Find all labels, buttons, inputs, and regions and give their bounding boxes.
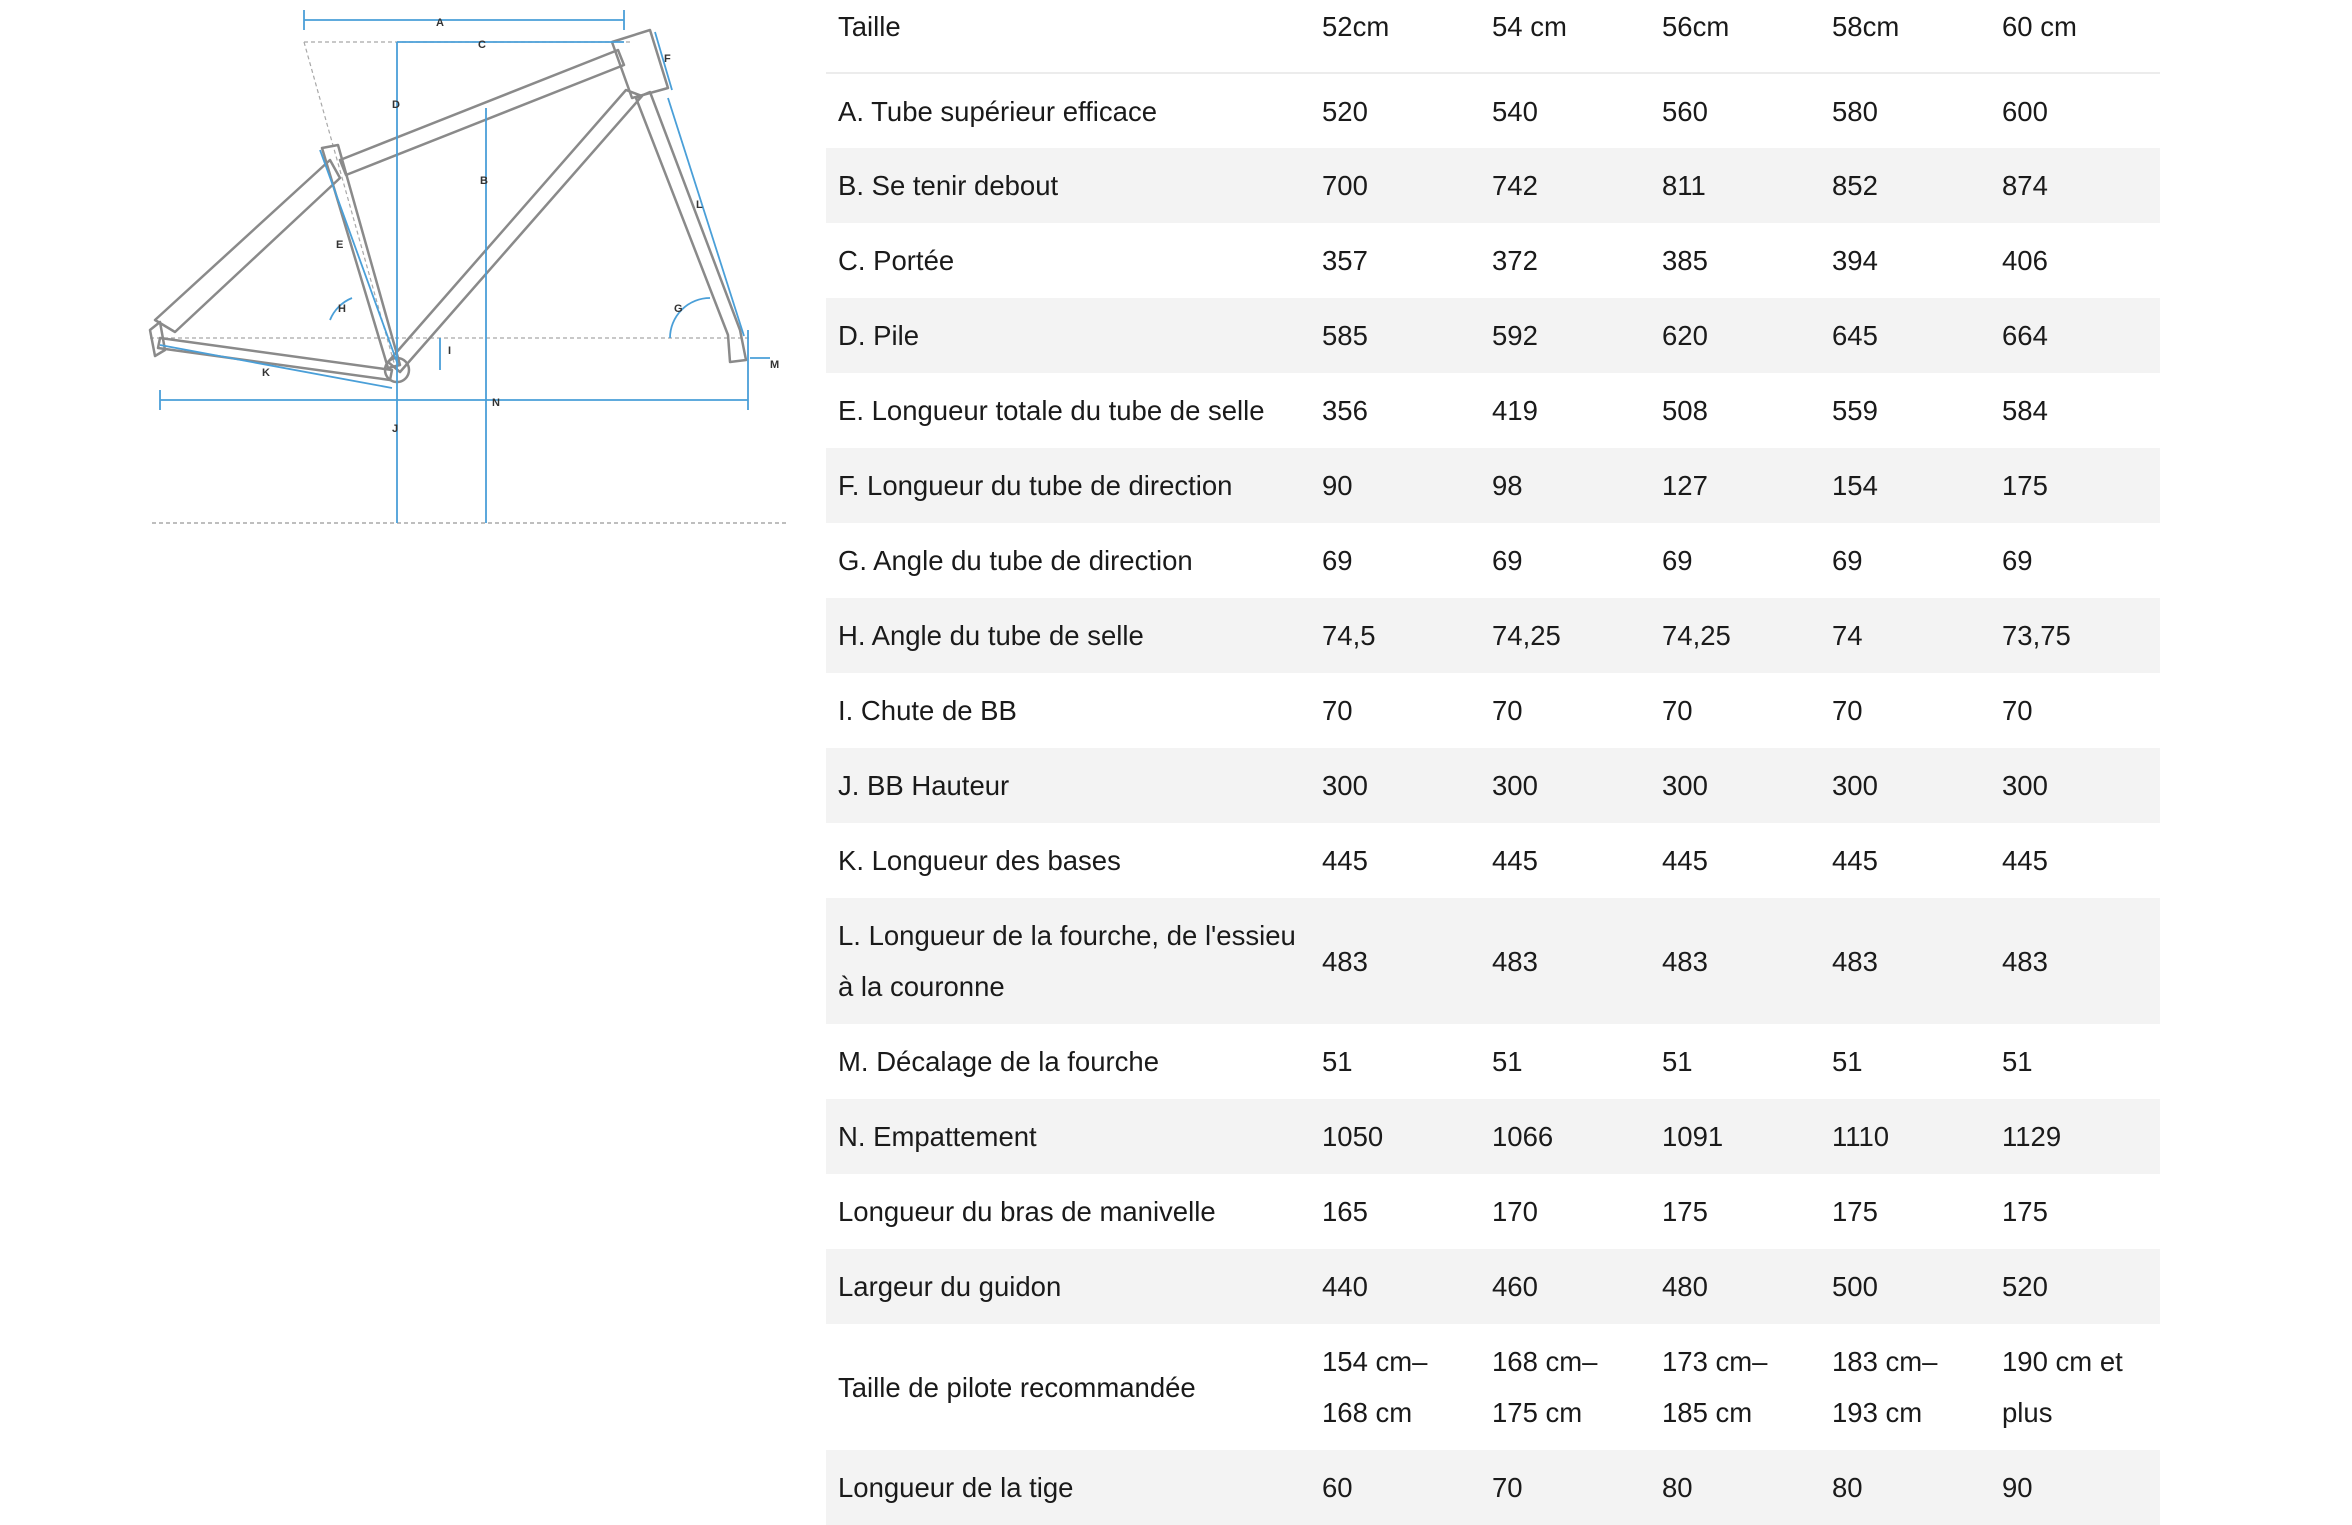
row-label: Longueur de la tige	[838, 1472, 1074, 1503]
row-value: 560	[1662, 95, 1708, 127]
table-row	[826, 148, 2160, 223]
row-label: L. Longueur de la fourche, de l'essieu à la couronne	[838, 920, 1296, 1002]
row-label: Largeur du guidon	[838, 1271, 1062, 1302]
row-value: 440	[1322, 1271, 1368, 1302]
row-value: 520	[1322, 95, 1368, 127]
table-row	[826, 598, 2160, 673]
row-value: 1110	[1832, 1121, 1890, 1152]
row-label: D. Pile	[838, 320, 919, 351]
row-value: 175	[1662, 1196, 1708, 1227]
svg-text:N: N	[492, 397, 500, 409]
row-value: 600	[2002, 95, 2048, 127]
row-value: 127	[1662, 470, 1708, 501]
row-value: 1050	[1322, 1121, 1384, 1152]
row-value: 69	[2002, 545, 2033, 576]
svg-text:L: L	[696, 199, 703, 211]
row-value: 300	[2002, 770, 2048, 801]
row-value: 74	[1832, 620, 1863, 651]
svg-text:K: K	[262, 367, 270, 379]
row-value: 73,75	[2002, 620, 2071, 651]
row-value: 520	[2002, 1271, 2048, 1302]
svg-text:E: E	[336, 239, 344, 251]
row-value: 70	[1832, 695, 1863, 726]
row-value: 175	[1832, 1196, 1878, 1227]
row-label: K. Longueur des bases	[838, 845, 1121, 876]
row-value: 173 cm–185 cm	[1662, 1346, 1768, 1428]
row-value: 154	[1832, 470, 1878, 501]
row-value: 1091	[1662, 1121, 1724, 1152]
header-cell: 52cm	[1310, 0, 1480, 73]
row-value: 80	[1832, 1472, 1863, 1503]
table-row	[826, 1099, 2160, 1174]
row-value: 620	[1662, 320, 1708, 351]
row-value: 483	[1322, 945, 1368, 977]
row-value: 445	[1322, 845, 1368, 876]
row-value: 74,25	[1492, 620, 1561, 651]
frame-geometry-diagram	[0, 0, 800, 540]
row-label: Taille de pilote recommandée	[838, 1371, 1196, 1403]
svg-text:M: M	[770, 359, 780, 371]
row-value: 70	[1322, 695, 1353, 726]
row-label: B. Se tenir debout	[838, 170, 1059, 201]
row-value: 70	[1492, 1472, 1523, 1503]
dimension-lines	[160, 10, 770, 523]
row-value: 80	[1662, 1472, 1693, 1503]
row-value: 170	[1492, 1196, 1538, 1227]
table-row	[826, 73, 2160, 148]
row-value: 480	[1662, 1271, 1708, 1302]
row-label: G. Angle du tube de direction	[838, 545, 1193, 576]
row-value: 592	[1492, 320, 1538, 351]
row-value: 1129	[2002, 1121, 2062, 1152]
row-value: 90	[1322, 470, 1353, 501]
row-label: Longueur du bras de manivelle	[838, 1196, 1216, 1227]
table-row	[826, 1024, 2160, 1099]
row-value: 419	[1492, 395, 1538, 426]
table-row	[826, 1174, 2160, 1249]
row-value: 154 cm–168 cm	[1322, 1346, 1428, 1428]
table-row	[826, 223, 2160, 298]
row-value: 445	[1662, 845, 1708, 876]
table-header-row	[826, 0, 2160, 73]
row-value: 540	[1492, 95, 1538, 127]
row-label: H. Angle du tube de selle	[838, 620, 1144, 651]
row-value: 852	[1832, 170, 1878, 201]
row-value: 175	[2002, 1196, 2048, 1227]
row-value: 356	[1322, 395, 1368, 426]
row-value: 483	[1492, 945, 1538, 977]
row-label: E. Longueur totale du tube de selle	[838, 395, 1265, 426]
row-value: 394	[1832, 245, 1878, 276]
row-value: 742	[1492, 170, 1538, 201]
table-row	[826, 748, 2160, 823]
row-value: 585	[1322, 320, 1368, 351]
row-value: 445	[2002, 845, 2048, 876]
row-label: M. Décalage de la fourche	[838, 1046, 1160, 1077]
svg-text:I: I	[448, 345, 452, 357]
row-value: 183 cm–193 cm	[1832, 1346, 1938, 1428]
row-value: 74,5	[1322, 620, 1376, 651]
table-row	[826, 523, 2160, 598]
header-cell: 60 cm	[1990, 0, 2160, 73]
header-cell: 58cm	[1820, 0, 1990, 73]
row-value: 508	[1662, 395, 1708, 426]
bike-frame	[150, 30, 746, 382]
svg-text:F: F	[664, 53, 671, 65]
row-value: 70	[1662, 695, 1693, 726]
row-value: 357	[1322, 245, 1368, 276]
row-value: 811	[1662, 170, 1706, 201]
row-value: 300	[1662, 770, 1708, 801]
row-value: 584	[2002, 395, 2048, 426]
row-value: 406	[2002, 245, 2048, 276]
row-label: I. Chute de BB	[838, 695, 1017, 726]
row-label: C. Portée	[838, 245, 955, 276]
table-row	[826, 373, 2160, 448]
header-cell: 54 cm	[1480, 0, 1650, 73]
row-value: 51	[1322, 1046, 1353, 1077]
row-value: 168 cm–175 cm	[1492, 1346, 1598, 1428]
row-value: 51	[1832, 1046, 1863, 1077]
row-label: N. Empattement	[838, 1121, 1037, 1152]
row-value: 700	[1322, 170, 1368, 201]
svg-text:G: G	[674, 303, 683, 315]
geometry-table	[826, 0, 2160, 1525]
row-value: 664	[2002, 320, 2048, 351]
row-value: 165	[1322, 1196, 1368, 1227]
row-value: 483	[1832, 945, 1878, 977]
row-value: 70	[2002, 695, 2033, 726]
table-row	[826, 823, 2160, 898]
row-value: 175	[2002, 470, 2048, 501]
row-value: 385	[1662, 245, 1708, 276]
row-value: 69	[1662, 545, 1693, 576]
row-label: F. Longueur du tube de direction	[838, 470, 1233, 501]
header-cell: Taille	[826, 0, 1310, 73]
row-value: 70	[1492, 695, 1523, 726]
row-value: 69	[1492, 545, 1523, 576]
row-value: 445	[1832, 845, 1878, 876]
row-value: 190 cm et plus	[2002, 1346, 2123, 1428]
row-value: 580	[1832, 95, 1878, 127]
table-row	[826, 1324, 2160, 1450]
table-body	[826, 73, 2160, 1525]
svg-text:B: B	[480, 175, 488, 187]
row-value: 1066	[1492, 1121, 1554, 1152]
row-value: 372	[1492, 245, 1538, 276]
svg-text:D: D	[392, 99, 400, 111]
row-value: 51	[1492, 1046, 1523, 1077]
row-value: 90	[2002, 1472, 2033, 1503]
row-value: 51	[2002, 1046, 2033, 1077]
row-value: 645	[1832, 320, 1878, 351]
header-cell: 56cm	[1650, 0, 1820, 73]
row-value: 500	[1832, 1271, 1878, 1302]
row-value: 483	[1662, 945, 1708, 977]
table-row	[826, 448, 2160, 523]
table-row	[826, 1249, 2160, 1324]
svg-text:A: A	[436, 17, 444, 29]
row-label: J. BB Hauteur	[838, 770, 1010, 801]
row-value: 74,25	[1662, 620, 1731, 651]
svg-text:C: C	[478, 39, 486, 51]
row-value: 874	[2002, 170, 2048, 201]
row-label: A. Tube supérieur efficace	[838, 95, 1157, 127]
table-row	[826, 673, 2160, 748]
row-value: 483	[2002, 945, 2048, 977]
geometry-table-container	[826, 0, 2160, 1525]
svg-text:H: H	[338, 303, 346, 315]
row-value: 300	[1322, 770, 1368, 801]
row-value: 51	[1662, 1046, 1693, 1077]
row-value: 460	[1492, 1271, 1538, 1302]
row-value: 69	[1832, 545, 1863, 576]
table-row	[826, 1450, 2160, 1525]
row-value: 445	[1492, 845, 1538, 876]
row-value: 69	[1322, 545, 1353, 576]
row-value: 300	[1832, 770, 1878, 801]
row-value: 559	[1832, 395, 1878, 426]
row-value: 60	[1322, 1472, 1353, 1503]
table-row	[826, 298, 2160, 373]
row-value: 98	[1492, 470, 1523, 501]
table-row	[826, 898, 2160, 1024]
row-value: 300	[1492, 770, 1538, 801]
svg-text:J: J	[392, 423, 399, 435]
